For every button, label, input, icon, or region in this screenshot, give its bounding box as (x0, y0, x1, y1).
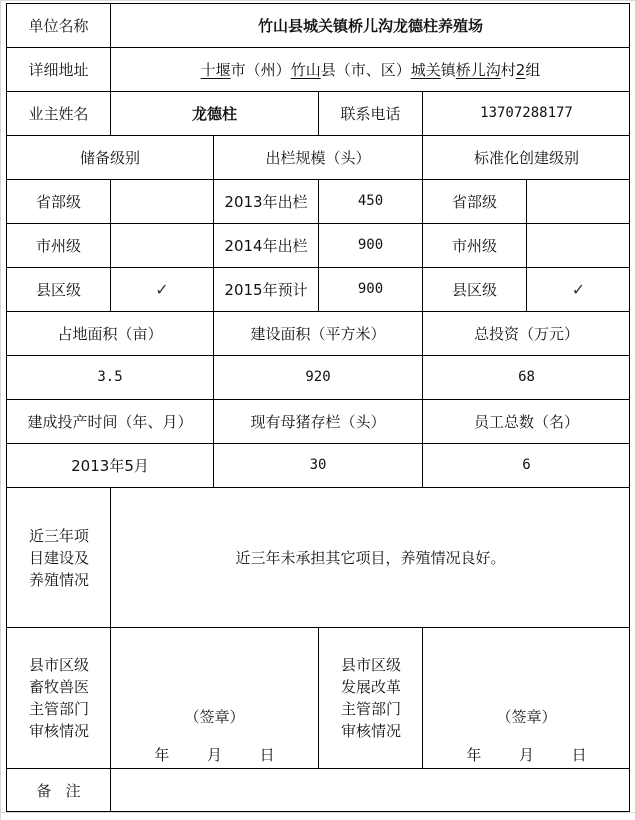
reserve-level-row: 省部级 (6, 179, 110, 223)
address-town: 城关 (410, 60, 441, 79)
output-year-label: 2014年出栏 (213, 223, 318, 267)
investment-label: 总投资（万元） (422, 311, 630, 355)
standard-level-row: 省部级 (422, 179, 526, 223)
land-area-label: 占地面积（亩） (6, 311, 213, 355)
phone-label: 联系电话 (318, 91, 422, 135)
dev-label-line: 县市区级 (341, 656, 402, 674)
recent-projects-label (6, 487, 110, 627)
output-count: 900 (318, 267, 422, 311)
build-area-label: 建设面积（平方米） (213, 311, 422, 355)
sheet-edge-top (0, 0, 635, 1)
sow-stock-value: 30 (213, 443, 422, 487)
standard-level-header: 标准化创建级别 (422, 135, 630, 179)
vet-review-area (110, 627, 318, 768)
sow-stock-label: 现有母猪存栏（头） (213, 399, 422, 443)
reserve-level-row: 县区级 (6, 267, 110, 311)
investment-value: 68 (422, 355, 630, 399)
vet-label-line: 审核情况 (29, 722, 90, 740)
recent-projects-value: 近三年未承担其它项目，养殖情况良好。 (110, 487, 630, 627)
output-count: 900 (318, 223, 422, 267)
reserve-level-check: ✓ (110, 267, 213, 311)
owner-label: 业主姓名 (6, 91, 110, 135)
output-count: 450 (318, 179, 422, 223)
dev-seal: （签章） (496, 708, 557, 726)
recent-label-line: 近三年项 (29, 526, 90, 545)
address-town-suffix: 镇 (440, 60, 456, 79)
table-right-border (629, 3, 630, 812)
start-date-value: 2013年5月 (6, 443, 213, 487)
standard-level-check: ✓ (526, 267, 630, 311)
vet-seal: （签章） (184, 708, 245, 726)
unit-name-value: 竹山县城关镇桥儿沟龙德柱养殖场 (110, 3, 630, 47)
sheet-edge-left (0, 0, 1, 820)
vet-date-day: 日 (259, 746, 275, 764)
owner-value: 龙德柱 (110, 91, 318, 135)
dev-label-line: 主管部门 (341, 700, 402, 718)
address-village: 桥儿沟 (455, 60, 501, 79)
reserve-level-check (110, 179, 213, 223)
vet-review-label (6, 627, 110, 768)
address-label: 详细地址 (6, 47, 110, 91)
table-bottom-border (6, 811, 630, 812)
staff-count-value: 6 (422, 443, 630, 487)
standard-level-row: 市州级 (422, 223, 526, 267)
standard-level-row: 县区级 (422, 267, 526, 311)
vet-label-line: 县市区级 (29, 656, 90, 674)
address-city: 十堰 (200, 60, 231, 79)
standard-level-check (526, 179, 630, 223)
address-village-suffix: 村 (500, 60, 516, 79)
remark-value (110, 768, 630, 812)
output-year-label: 2015年预计 (213, 267, 318, 311)
address-value (110, 47, 630, 91)
start-date-label: 建成投产时间（年、月） (6, 399, 213, 443)
staff-count-label: 员工总数（名） (422, 399, 630, 443)
sheet-edge-bottom (0, 812, 635, 813)
address-county-suffix: 县（市、区） (320, 60, 411, 79)
address-group-suffix: 组 (525, 60, 541, 79)
address-group: 2 (515, 60, 526, 79)
vet-label-line: 主管部门 (29, 700, 90, 718)
reserve-level-header: 储备级别 (6, 135, 213, 179)
unit-name-label: 单位名称 (6, 3, 110, 47)
vet-date (111, 746, 318, 764)
vet-date-month: 月 (206, 746, 222, 764)
vet-date-year: 年 (154, 746, 170, 764)
dev-date (423, 746, 630, 764)
remark-label: 备 注 (6, 768, 110, 812)
recent-label-line: 目建设及 (29, 548, 90, 567)
address-city-suffix: 市（州） (230, 60, 291, 79)
vet-label-line: 畜牧兽医 (29, 678, 90, 696)
reserve-level-row: 市州级 (6, 223, 110, 267)
dev-date-year: 年 (466, 746, 482, 764)
reserve-level-check (110, 223, 213, 267)
build-area-value: 920 (213, 355, 422, 399)
output-scale-header: 出栏规模（头） (213, 135, 422, 179)
land-area-value: 3.5 (6, 355, 213, 399)
dev-review-area (422, 627, 630, 768)
recent-label-line: 养殖情况 (29, 570, 90, 589)
dev-date-month: 月 (518, 746, 534, 764)
standard-level-check (526, 223, 630, 267)
dev-label-line: 审核情况 (341, 722, 402, 740)
dev-date-day: 日 (571, 746, 587, 764)
address-county: 竹山 (290, 60, 321, 79)
dev-label-line: 发展改革 (341, 678, 402, 696)
dev-review-label (318, 627, 422, 768)
output-year-label: 2013年出栏 (213, 179, 318, 223)
phone-value: 13707288177 (422, 91, 630, 135)
